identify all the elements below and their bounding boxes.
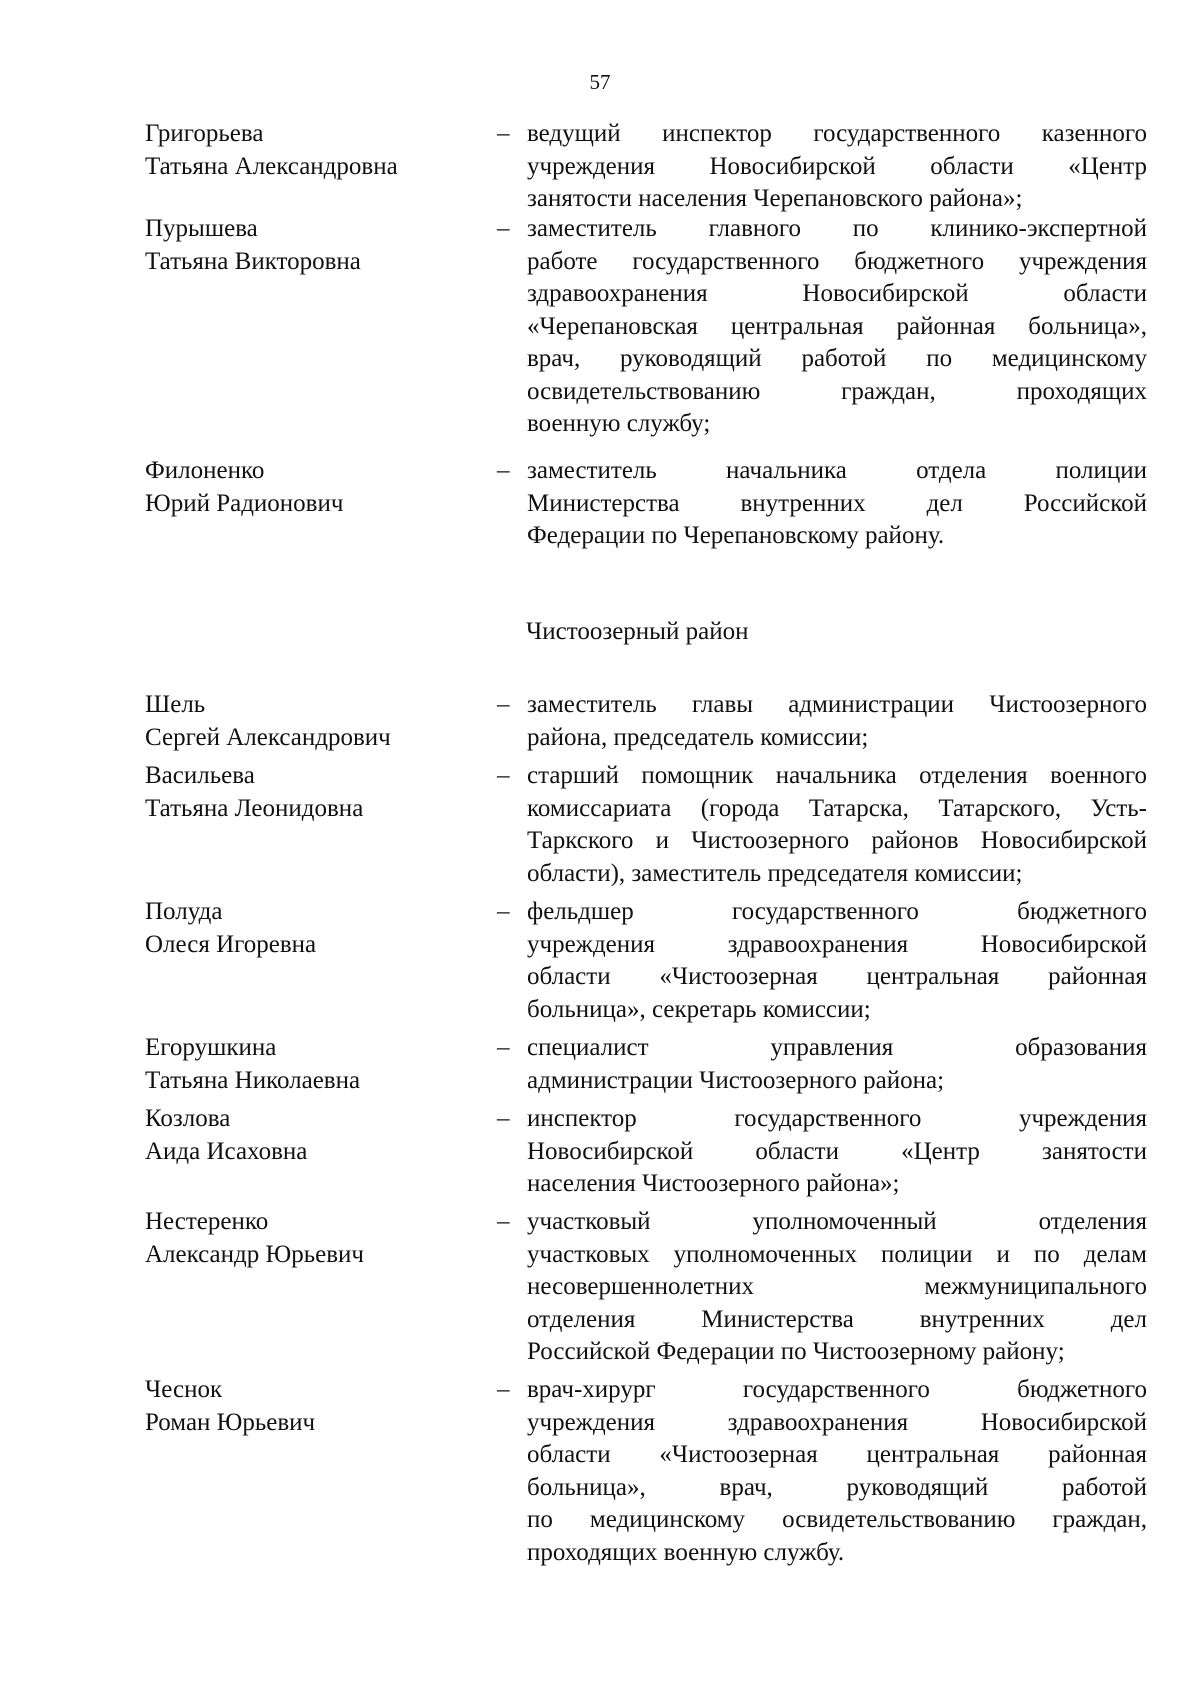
member-given-names: Аида Исаховна [145,1137,308,1165]
position-line: заместитель главного по клинико-экспертной [527,215,1147,242]
entry-dash: – [497,457,510,484]
position-line: освидетельствованию граждан, проходящих [527,377,1147,405]
member-given-names: Олеся Игоревна [145,930,317,958]
page-number: 57 [589,70,611,94]
position-line: участковый уполномоченный отделения [527,1208,1147,1235]
member-position [527,455,1147,553]
member-surname: Васильева [145,762,255,789]
member-name [145,1206,485,1271]
position-line: области), заместитель председателя комиссии; [527,859,1023,887]
member-position [527,1103,1147,1201]
position-line: военную службу; [527,410,711,437]
position-line: учреждения здравоохранения Новосибирской [527,1408,1147,1436]
position-line: Российской Федерации по Чистоозерному району; [527,1338,1065,1365]
position-line: врач-хирург государственного бюджетного [527,1376,1147,1403]
position-line: администрации Чистоозерного района; [527,1066,945,1094]
member-surname: Пурышева [145,215,258,242]
member-surname: Полуда [145,898,223,925]
member-position [527,896,1147,1026]
position-line: Новосибирской области «Центр занятости [527,1137,1147,1165]
entry-dash: – [497,1034,510,1061]
position-line: Федерации по Черепановскому району. [527,522,945,549]
member-surname: Нестеренко [145,1208,269,1235]
member-name [145,118,485,183]
member-position [527,1206,1147,1369]
member-given-names: Роман Юрьевич [145,1408,316,1436]
position-line: Таркского и Чистоозерного районов Новосибирской [527,827,1147,854]
entry-dash: – [497,762,510,789]
position-line: несовершеннолетних межмуниципального [527,1273,1147,1300]
member-surname: Филоненко [145,457,265,484]
position-line: «Черепановская центральная районная больница», [527,312,1147,340]
member-given-names: Юрий Радионович [145,489,344,517]
member-given-names: Александр Юрьевич [145,1240,364,1268]
position-line: района, председатель комиссии; [527,723,869,751]
position-line: работе государственного бюджетного учреждения [527,247,1147,275]
member-position [527,118,1147,216]
position-line: больница», секретарь комиссии; [527,995,871,1023]
member-name [145,1374,485,1439]
entry-dash: – [497,120,510,147]
position-line: области «Чистоозерная центральная районная [527,1441,1147,1468]
member-surname: Егорушкина [145,1034,277,1061]
member-given-names: Сергей Александрович [145,723,391,751]
position-line: фельдшер государственного бюджетного [527,898,1147,925]
member-name [145,1103,485,1168]
position-line: населения Чистоозерного района»; [527,1170,900,1197]
member-given-names: Татьяна Леонидовна [145,794,364,822]
position-line: ведущий инспектор государственного казенного [527,120,1147,147]
entry-dash: – [497,691,510,718]
member-name [145,760,485,825]
position-line: заместитель начальника отдела полиции [527,457,1147,484]
entry-dash: – [497,1208,510,1235]
member-position [527,689,1147,754]
member-position [527,1374,1147,1569]
member-name [145,1032,485,1097]
member-name [145,213,485,278]
position-line: врач, руководящий работой по медицинскому [527,345,1147,372]
member-given-names: Татьяна Викторовна [145,247,361,275]
position-line: учреждения Новосибирской области «Центр [527,152,1147,180]
entry-dash: – [497,1376,510,1403]
member-name [145,455,485,520]
position-line: комиссариата (города Татарска, Татарского, Усть- [527,794,1147,822]
position-line: области «Чистоозерная центральная районная [527,963,1147,990]
position-line: по медицинскому освидетельствованию граждан, [527,1506,1147,1533]
member-position [527,213,1147,441]
position-line: здравоохранения Новосибирской области [527,280,1147,307]
position-line: отделения Министерства внутренних дел [527,1305,1147,1333]
position-line: заместитель главы администрации Чистоозерного [527,691,1147,718]
position-line: больница», врач, руководящий работой [527,1473,1147,1501]
position-line: участковых уполномоченных полиции и по делам [527,1240,1147,1268]
member-name [145,896,485,961]
section-title: Чистоозерный район [526,618,749,645]
position-line: старший помощник начальника отделения военного [527,762,1147,789]
entry-dash: – [497,898,510,925]
member-given-names: Татьяна Александровна [145,152,398,180]
entry-dash: – [497,1105,510,1132]
position-line: инспектор государственного учреждения [527,1105,1147,1132]
member-position [527,760,1147,890]
position-line: занятости населения Черепановского района»; [527,185,1023,212]
position-line: Министерства внутренних дел Российской [527,489,1147,517]
member-surname: Чеснок [145,1376,223,1403]
position-line: учреждения здравоохранения Новосибирской [527,930,1147,958]
member-given-names: Татьяна Николаевна [145,1066,361,1094]
member-name [145,689,485,754]
member-position [527,1032,1147,1097]
entry-dash: – [497,215,510,242]
member-surname: Козлова [145,1105,231,1132]
position-line: проходящих военную службу. [527,1538,845,1566]
position-line: специалист управления образования [527,1034,1147,1061]
member-surname: Григорьева [145,120,264,147]
member-surname: Шель [145,691,206,718]
